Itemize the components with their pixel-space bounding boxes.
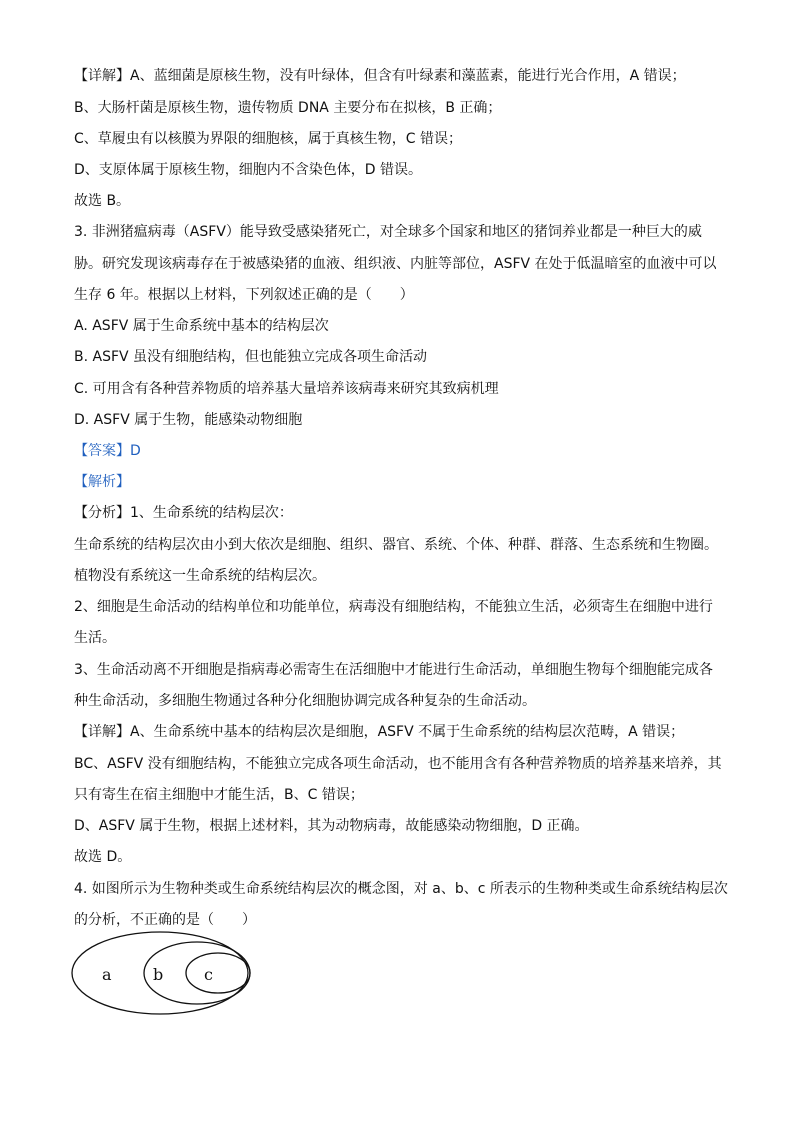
text-line: 【分析】1、生命系统的结构层次： — [74, 505, 293, 521]
question-3-line: 3. 非洲猪瘟病毒（ASFV）能导致受感染猪死亡，对全球多个国家和地区的猪饲养业都是一种巨大的威 — [74, 224, 702, 240]
text-line: B、大肠杆菌是原核生物，遗传物质 DNA 主要分布在拟核，B 正确； — [74, 100, 502, 116]
label-b: b — [153, 965, 164, 984]
text-line: 只有寄生在宿主细胞中才能生活，B、C 错误； — [74, 787, 364, 803]
text-line: D、支原体属于原核生物，细胞内不含染色体，D 错误。 — [74, 162, 423, 178]
text-line: 3、生命活动离不开细胞是指病毒必需寄生在活细胞中才能进行生命活动，单细胞生物每个细胞能完成各 — [74, 662, 713, 678]
text-line: BC、ASFV 没有细胞结构，不能独立完成各项生命活动，也不能用含有各种营养物质的培养基来培养，其 — [74, 756, 722, 772]
text-line: C、草履虫有以核膜为界限的细胞核，属于真核生物，C 错误； — [74, 131, 462, 147]
text-line: 2、细胞是生命活动的结构单位和功能单位，病毒没有细胞结构，不能独立生活，必须寄生在细胞中进行 — [74, 599, 713, 615]
text-line: D、ASFV 属于生物，根据上述材料，其为动物病毒，故能感染动物细胞，D 正确。 — [74, 818, 589, 834]
text-line: 故选 D。 — [74, 849, 132, 865]
answer-label: 【答案】D — [74, 443, 141, 459]
analysis-label: 【解析】 — [74, 474, 130, 490]
question-3-line: 生存 6 年。根据以上材料，下列叙述正确的是（ ） — [74, 287, 414, 303]
question-4-line: 的分析，不正确的是（ ） — [74, 912, 256, 928]
question-4-line: 4. 如图所示为生物种类或生命系统结构层次的概念图，对 a、b、c 所表示的生物种类或生命系统结构层次 — [74, 881, 728, 897]
text-line: 生活。 — [74, 630, 116, 646]
text-line: 【详解】A、生命系统中基本的结构层次是细胞，ASFV 不属于生命系统的结构层次范畴，A 错误； — [74, 724, 685, 740]
option-d: D. ASFV 属于生物，能感染动物细胞 — [74, 412, 303, 428]
text-line: 植物没有系统这一生命系统的结构层次。 — [74, 568, 326, 584]
option-b: B. ASFV 虽没有细胞结构，但也能独立完成各项生命活动 — [74, 349, 428, 365]
option-c: C. 可用含有各种营养物质的培养基大量培养该病毒来研究其致病机理 — [74, 381, 499, 397]
text-line: 【详解】A、蓝细菌是原核生物，没有叶绿体，但含有叶绿素和藻蓝素，能进行光合作用，A 错误； — [74, 68, 686, 84]
label-a: a — [102, 965, 112, 984]
text-line: 故选 B。 — [74, 193, 131, 209]
question-3-line: 胁。研究发现该病毒存在于被感染猪的血液、组织液、内脏等部位，ASFV 在处于低温暗室的血液中可以 — [74, 256, 717, 272]
text-line: 生命系统的结构层次由小到大依次是细胞、组织、器官、系统、个体、种群、群落、生态系统和生物圈。 — [74, 537, 718, 553]
label-c: c — [204, 965, 213, 984]
option-a: A. ASFV 属于生命系统中基本的结构层次 — [74, 318, 329, 334]
concept-diagram — [70, 928, 260, 1018]
text-line: 种生命活动，多细胞生物通过各种分化细胞协调完成各种复杂的生命活动。 — [74, 693, 536, 709]
ellipse-c — [186, 953, 250, 993]
